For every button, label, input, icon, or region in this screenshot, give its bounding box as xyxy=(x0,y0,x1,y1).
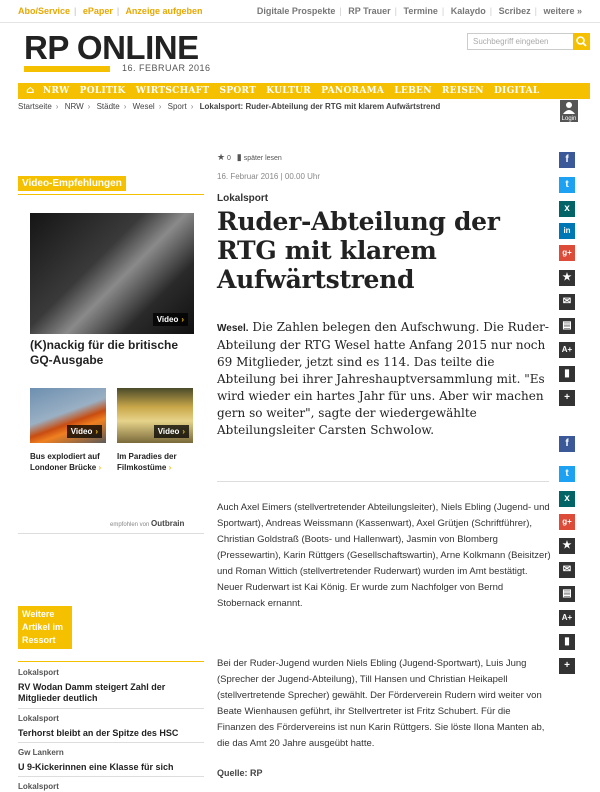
chevron-right-icon: › xyxy=(181,315,184,324)
xing-icon: x xyxy=(564,493,570,504)
more-articles-heading: Weitere Artikel im Ressort xyxy=(18,606,72,649)
font-size-icon: A+ xyxy=(561,613,573,622)
logo-underline xyxy=(24,66,110,72)
nav-item-panorama[interactable]: PANORAMA xyxy=(321,86,385,96)
outbrain-logo: Outbrain xyxy=(151,519,185,528)
video-badge: Video › xyxy=(153,313,188,326)
divider xyxy=(217,481,549,482)
ressort-article-link[interactable]: Terhorst bleibt an der Spitze des HSC xyxy=(18,728,179,738)
email-icon: ✉ xyxy=(562,564,572,575)
nav-item-reisen[interactable]: REISEN xyxy=(441,86,484,96)
font-size-button[interactable] xyxy=(559,342,575,358)
topbar-link-kalaydo[interactable]: Kalaydo xyxy=(450,6,486,16)
google-plus-icon: g+ xyxy=(562,248,572,257)
favorite-button[interactable] xyxy=(559,270,575,286)
print-icon: ▤ xyxy=(562,320,572,331)
facebook-icon: f xyxy=(565,438,569,449)
nav-item-nrw[interactable]: NRW xyxy=(43,86,70,96)
chevron-right-icon: › xyxy=(95,427,98,436)
ressort-article-link[interactable]: RV Wodan Damm steigert Zahl der Mitglieder deutlich xyxy=(18,682,166,703)
star-icon[interactable]: ★ xyxy=(217,152,226,162)
search-button[interactable] xyxy=(573,33,590,50)
video-thumbnail-bus[interactable] xyxy=(30,388,106,443)
topbar-link-scribez[interactable]: Scribez xyxy=(498,6,531,16)
read-later-link[interactable]: später lesen xyxy=(243,155,282,162)
bookmark-icon: ▮ xyxy=(564,636,570,647)
article-kicker: Lokalsport xyxy=(217,193,269,204)
ressort-kicker: Lokalsport xyxy=(18,714,59,723)
plus-icon: + xyxy=(564,392,570,403)
user-icon xyxy=(560,100,578,114)
twitter-share-button[interactable] xyxy=(559,466,575,482)
email-button[interactable] xyxy=(559,294,575,310)
video-thumbnail-filmkostueme[interactable] xyxy=(117,388,193,443)
main-video-title[interactable]: (K)nackig für die britische GQ-Ausgabe xyxy=(30,338,179,367)
comment-count[interactable]: 0 xyxy=(227,155,231,162)
outbrain-credit[interactable]: empfohlen von Outbrain xyxy=(110,519,185,528)
print-button[interactable] xyxy=(559,318,575,334)
breadcrumb: Startseite › NRW › Städte › Wesel › Sport › Lokalsport: Ruder-Abteilung der RTG mit klarem Aufwärtstrend xyxy=(18,102,441,111)
chevron-right-icon: › xyxy=(168,463,172,472)
video-badge: Video › xyxy=(67,425,102,438)
topbar-link-termine[interactable]: Termine xyxy=(403,6,438,16)
bookmark-button[interactable] xyxy=(559,366,575,382)
facebook-share-button[interactable] xyxy=(559,436,575,452)
divider xyxy=(18,776,204,777)
divider xyxy=(18,661,204,662)
plus-icon: + xyxy=(564,660,570,671)
breadcrumb-nrw[interactable]: NRW xyxy=(64,102,84,111)
article-source: Quelle: RP xyxy=(217,768,263,778)
site-logo[interactable]: RP ONLINE xyxy=(24,29,199,66)
facebook-share-button[interactable] xyxy=(559,152,575,168)
nav-item-sport[interactable]: SPORT xyxy=(219,86,257,96)
divider xyxy=(18,708,204,709)
header-date: 16. FEBRUAR 2016 xyxy=(122,63,211,73)
ressort-kicker: Gw Lankern xyxy=(18,748,64,757)
breadcrumb-wesel[interactable]: Wesel xyxy=(132,102,155,111)
ressort-kicker: Lokalsport xyxy=(18,668,59,677)
video-badge: Video › xyxy=(154,425,189,438)
topbar-link-abo[interactable]: Abo/Service xyxy=(18,6,71,16)
chevron-right-icon: › xyxy=(182,427,185,436)
article-paragraph: Bei der Ruder-Jugend wurden Niels Ebling (Jugend-Sportwart), Luis Jung (Sprecher der Jugend-Abteilung), Till Hansen und Christian Heikapell (stellvertretende Sprecher) gewählt. Der Förderverein Rudern wird weiter von Beate Wienhausen geführt, ihr Stellvertreter ist Fritz Schubert. Für die Finanzen des Fördervereins ist nun Karin Rüttgers. Sie löste Ilona Manten ab, die das Amt 20 Jahre ausgeübt hatte. xyxy=(217,658,545,749)
linkedin-icon: in xyxy=(563,226,571,235)
search-icon xyxy=(573,33,590,50)
xing-share-button[interactable] xyxy=(559,201,575,217)
breadcrumb-sport[interactable]: Sport xyxy=(167,102,187,111)
home-icon[interactable]: ⌂ xyxy=(26,85,35,96)
divider xyxy=(18,742,204,743)
font-size-button[interactable] xyxy=(559,610,575,626)
topbar-link-prospekte[interactable]: Digitale Prospekte xyxy=(256,6,336,16)
email-icon: ✉ xyxy=(562,296,572,307)
article-lead: Wesel. Die Zahlen belegen den Aufschwung. Die Ruder-Abteilung der RTG Wesel hatte Anfang 2015 nur noch 69 Mitglieder, jetzt sind es 114. Das teilte die Abteilung bei ihrer Jahreshauptversammlung mit. "Es wird wieder ein hartes Jahr für uns. Aber wir machen gern so weiter", sagte der wiedergewählte Abteilungsleiter Carsten Schwolow. xyxy=(217,320,549,437)
topbar-link-anzeige[interactable]: Anzeige aufgeben xyxy=(125,6,203,16)
divider xyxy=(18,194,204,195)
breadcrumb-staedte[interactable]: Städte xyxy=(96,102,120,111)
favorite-button[interactable] xyxy=(559,538,575,554)
bookmark-button[interactable] xyxy=(559,634,575,650)
nav-item-leben[interactable]: LEBEN xyxy=(394,86,432,96)
more-share-button[interactable] xyxy=(559,390,575,406)
top-bar: Abo/Service | ePaper | Anzeige aufgeben Digitale Prospekte | RP Trauer | Termine | Kalaydo | Scribez | weitere » xyxy=(0,0,600,23)
video-title-bus[interactable]: Bus explodiert auf Londoner Brücke › xyxy=(30,452,102,472)
twitter-share-button[interactable] xyxy=(559,177,575,193)
main-nav xyxy=(18,83,590,99)
article-paragraph: Auch Axel Eimers (stellvertretender Abteilungsleiter), Niels Ebling (Jugend- und Sportwart), Andreas Weissmann (Kassenwart), Axel Grütjen (Schriftführer), Christian Goldstraß (Boots- und Hallenwart), Jasmin von Blomberg (Pressewartin), Karin Rüttgers (Gesellschaftswartin), Arne Kolkmann (Beisitzer) und Roman Wittich (stellvertretender Ruderwart) wurden im Amt bestätigt. Neuer Ruderwart ist Kai König. Er wurde zum Nachfolger von Bernd Stobernack ernannt. xyxy=(217,502,551,609)
xing-icon: x xyxy=(564,203,570,214)
email-button[interactable] xyxy=(559,562,575,578)
nav-item-digital[interactable]: DIGITAL xyxy=(493,86,540,96)
nav-item-wirtschaft[interactable]: WIRTSCHAFT xyxy=(135,86,210,96)
article-date: 16. Februar 2016 | 00.00 Uhr xyxy=(217,172,321,181)
linkedin-share-button[interactable] xyxy=(559,223,575,239)
topbar-link-trauer[interactable]: RP Trauer xyxy=(348,6,391,16)
twitter-icon: t xyxy=(565,179,569,190)
main-video-thumbnail[interactable] xyxy=(30,213,194,334)
article-headline: Ruder-Abteilung der RTG mit klarem Aufwärtstrend xyxy=(217,207,500,294)
breadcrumb-startseite[interactable]: Startseite xyxy=(18,102,52,111)
chevron-right-icon: › xyxy=(98,463,102,472)
video-title-filmkostueme[interactable]: Im Paradies der Filmkostüme › xyxy=(117,452,177,472)
nav-item-kultur[interactable]: KULTUR xyxy=(266,86,312,96)
print-icon: ▤ xyxy=(562,588,572,599)
video-recommendations-heading: Video-Empfehlungen xyxy=(18,176,126,191)
divider xyxy=(18,533,204,534)
more-share-button[interactable] xyxy=(559,658,575,674)
star-icon: ★ xyxy=(562,540,572,551)
star-icon: ★ xyxy=(562,272,572,283)
bookmark-icon: ▮ xyxy=(564,368,570,379)
xing-share-button[interactable] xyxy=(559,491,575,507)
google-plus-icon: g+ xyxy=(562,517,572,526)
print-button[interactable] xyxy=(559,586,575,602)
ressort-article-link[interactable]: U 9-Kickerinnen eine Klasse für sich xyxy=(18,762,174,772)
topbar-link-epaper[interactable]: ePaper xyxy=(82,6,113,16)
breadcrumb-current: Lokalsport: Ruder-Abteilung der RTG mit klarem Aufwärtstrend xyxy=(199,102,441,111)
ressort-kicker: Lokalsport xyxy=(18,782,59,791)
font-size-icon: A+ xyxy=(561,345,573,354)
search-input[interactable]: Suchbegriff eingeben xyxy=(467,33,578,50)
login-label: Login xyxy=(561,116,577,122)
login-button[interactable] xyxy=(560,100,578,122)
bookmark-icon[interactable]: ▮ xyxy=(236,152,242,162)
googleplus-share-button[interactable] xyxy=(559,514,575,530)
facebook-icon: f xyxy=(565,154,569,165)
article-location: Wesel. xyxy=(217,323,249,334)
nav-item-politik[interactable]: POLITIK xyxy=(79,86,126,96)
googleplus-share-button[interactable] xyxy=(559,245,575,261)
topbar-link-weitere[interactable]: weitere » xyxy=(543,6,582,16)
twitter-icon: t xyxy=(565,468,569,479)
article-meta xyxy=(217,152,282,163)
